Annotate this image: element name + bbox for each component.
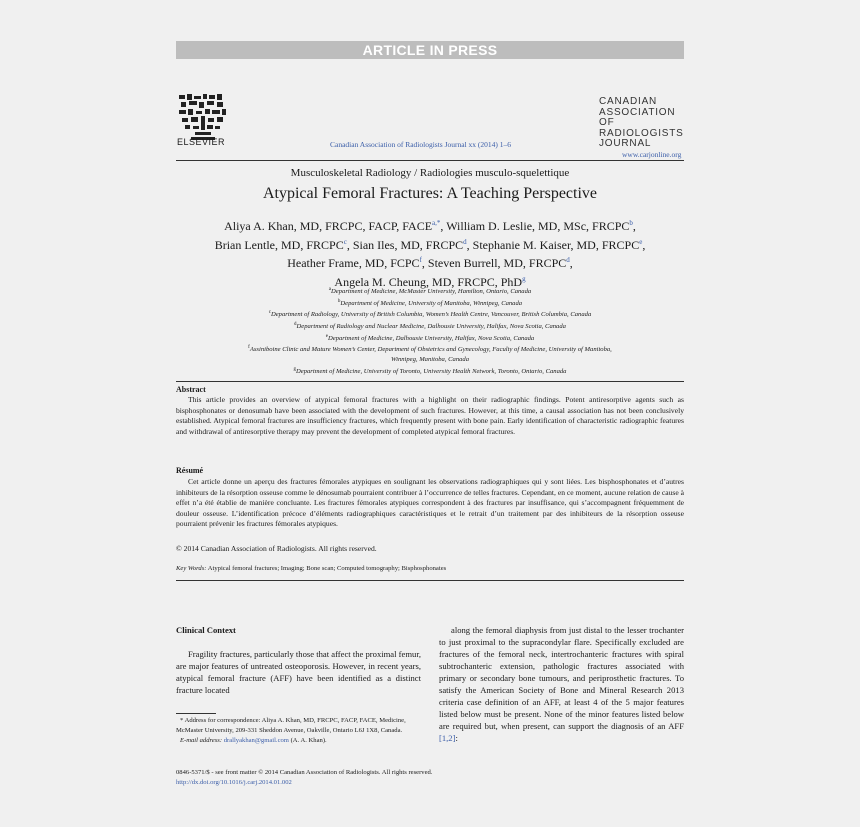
author-affil-link[interactable]: d [566,256,570,264]
article-in-press-banner: ARTICLE IN PRESS [176,41,684,59]
affiliation-marker: g [293,366,297,372]
affiliation-item [176,355,684,365]
affiliation-item [176,332,684,344]
affiliation-item [176,343,684,355]
author-affil-link[interactable]: d [463,237,467,246]
resume-heading: Résumé [176,466,204,475]
resume-text: Cet article donne un aperçu des fractures fémorales atypiques en soulignant les observations radiographiques qui y sont liées. Les bisphosphonates et d’autres inhibiteurs de la résorption osseuse comme le dénosumab pourraient contribuer à l’occurrence de telles fractures. Cependant, en ce moment, aucune relation de cause à effet n’a été établie de manière concluante. Les fractures fémorales atypiques correspondent à des fractures par insuffisance, qui s’accompagnent fréquemment de douleur osseuse. L’identification précoce d’éléments radiographiques caractéristiques et le retrait d’un traitement par des inhibiteurs de la résorption osseuse pourraient prévenir les fractures fémorales atypiques. [176,477,684,528]
doi-link[interactable]: http://dx.doi.org/10.1016/j.carj.2014.01.002 [176,779,292,786]
author-name: Steven Burrell, MD, FRCPC [427,256,567,270]
email-suffix: (A. A. Khan). [290,737,327,744]
author-affil-link[interactable]: c [343,237,347,246]
author-separator: , [569,256,573,270]
author-affil-link[interactable]: a,* [432,219,441,227]
footnote-rule [176,713,216,714]
author-name: Stephanie M. Kaiser, MD, FRCPC [472,237,640,252]
author-line [176,216,684,235]
journal-name-line: JOURNAL [599,138,652,149]
abstract-heading: Abstract [176,385,206,394]
affiliation-text: Winnipeg, Manitoba, Canada [390,356,470,364]
journal-name-block [599,97,689,150]
email-label: E-mail address: [180,737,223,744]
affiliation-text: Department of Radiology, University of British Columbia, Women’s Health Centre, Vancouver, British Columbia, Canada [270,311,592,319]
journal-citation-link[interactable]: Canadian Association of Radiologists Journal xx (2014) 1–6 [330,140,512,149]
author-separator: , [346,237,353,252]
keywords [176,565,446,572]
author-affil-link[interactable]: g [522,274,526,283]
author-separator: , [466,237,473,252]
keywords-label: Key Words: [176,565,207,572]
author-name: William D. Leslie, MD, MSc, FRCPC [446,219,630,233]
correspondence-footnote [176,716,421,746]
affiliation-marker: e [325,333,328,339]
affiliation-text: Department of Medicine, University of Toronto, University Health Network, Toronto, Ontario, Canada [296,367,567,375]
abstract-top-rule [176,381,684,382]
correspondence-address: * Address for correspondence: Aliya A. Khan, MD, FRCPC, FACP, FACE, Medicine, McMaster University, 209-331 Sheddon Avenue, Oakville, Ontario L6J 1X8, Canada. [176,717,406,734]
correspondence-email-line [176,736,421,746]
affiliation-list [176,285,684,376]
author-line [176,253,684,272]
author-name: Angela M. Cheung, MD, FRCPC, PhD [334,274,523,289]
author-line [176,235,684,254]
front-matter-footer [176,768,432,788]
affiliation-item [176,365,684,377]
journal-url-link[interactable]: www.carjonline.org [622,150,682,159]
author-affil-link[interactable]: b [629,219,633,227]
affiliation-text: Department of Radiology and Nuclear Medicine, Dalhousie University, Halifax, Nova Scotia, Canada [296,323,566,331]
article-title: Atypical Femoral Fractures: A Teaching Perspective [262,185,598,202]
author-name: Sian Iles, MD, FRCPC [352,237,464,252]
journal-name-line: RADIOLOGISTS [599,127,684,139]
author-separator: , [440,219,447,233]
affiliation-item [176,297,684,309]
affiliation-text: Assiniboine Clinic and Mature Women’s Center, Department of Obstetrics and Gynecology, Faculty of Medicine, University of Manitoba, [249,346,612,354]
author-name: Aliya A. Khan, MD, FRCPC, FACP, FACE [224,219,433,233]
affiliation-marker: f [248,345,250,351]
author-list [176,216,684,290]
affiliation-item [176,285,684,297]
journal-name-line: ASSOCIATION OF [599,106,676,128]
affiliation-item [176,320,684,332]
clinical-context-heading: Clinical Context [176,625,236,635]
affiliation-item [176,308,684,320]
elsevier-logo-text: ELSEVIER [177,137,226,147]
affiliation-text: Department of Medicine, McMaster University, Hamilton, Ontario, Canada [331,288,532,296]
affiliation-marker: a [328,287,332,292]
author-affil-link[interactable]: e [639,237,643,246]
email-link[interactable]: drallyakhan@gmail.com [223,737,289,744]
author-affil-link[interactable]: f [419,256,422,264]
keywords-bottom-rule [176,580,684,581]
section-label: Musculoskeletal Radiology / Radiologies musculo-squelettique [290,167,570,179]
front-matter-line: 0846-5371/$ - see front matter © 2014 Canadian Association of Radiologists. All rights reserved. [176,769,433,776]
author-separator: , [642,237,646,252]
clinical-context-right-text [439,624,684,744]
abstract-copyright: © 2014 Canadian Association of Radiologists. All rights reserved. [176,544,377,553]
right-column-text: along the femoral diaphysis from just distal to the lesser trochanter to just proximal to the supracondylar flare. Specifically excluded are fractures of the femoral neck, intertrochanteric fractures with spiral subtrochanteric extension, pathologic fractures associated with primary or secondary bone tumours, and periprosthetic fractures. To satisfy the American Society of Bone and Mineral Research 2013 criteria case definition of an AFF, at least 4 of the 5 major features listed below must be present. None of the minor features listed below are required but, when present, can support the diagnosis of an AFF [439,625,684,731]
affiliation-text: Department of Medicine, University of Manitoba, Winnipeg, Canada [340,299,523,307]
header-rule [176,160,684,161]
affiliation-text: Department of Medicine, Dalhousie University, Halifax, Nova Scotia, Canada [328,334,535,342]
journal-name-line: CANADIAN [599,96,658,107]
author-name: Heather Frame, MD, FCPC [287,256,420,270]
right-column-end: : [455,733,458,743]
author-separator: , [632,219,636,233]
author-name: Brian Lentle, MD, FRCPC [214,237,344,252]
clinical-context-left-text: Fragility fractures, particularly those that affect the proximal femur, are major features of untreated osteoporosis. However, in recent years, atypical femoral fracture (AFF) have been identified as a distinct fracture located [176,649,421,695]
affiliation-marker: d [294,322,297,328]
affiliation-marker: b [337,298,341,304]
abstract-text: This article provides an overview of atypical femoral fractures with a highlight on their radiographic findings. Potent antiresorptive agents such as bisphosphonates or denosumab have been associated with the development of such fractures. However, at this time, a causal association has not been conclusively established. Atypical femoral fractures are insufficiency fractures, which frequently present with bone pain. Early identification of characteristic radiographic features and withdrawal of antiresorptive therapy may prevent the development of completed atypical femoral fractures. [176,395,684,436]
keywords-text: Atypical femoral fractures; Imaging; Bone scan; Computed tomography; Bisphosphonates [207,565,447,572]
affiliation-marker: c [268,310,271,316]
reference-link[interactable]: [1,2] [439,733,456,743]
author-separator: , [421,256,428,270]
